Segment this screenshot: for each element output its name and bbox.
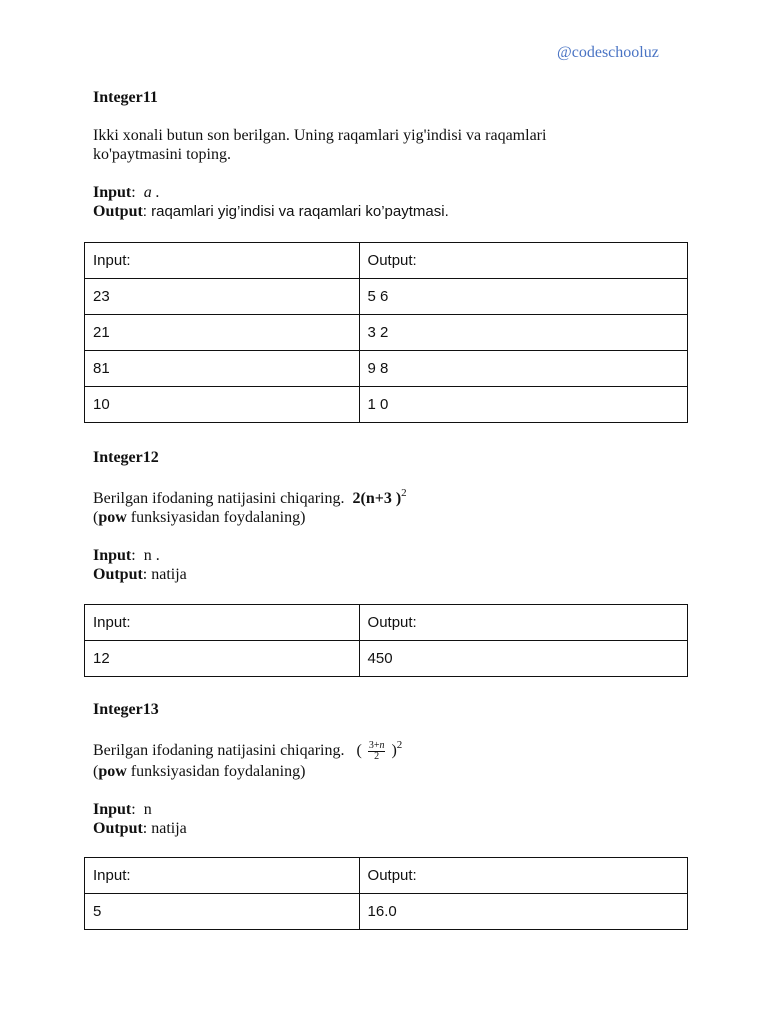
output-spec: Output: natija xyxy=(93,566,187,583)
table-header-row: Input: Output: xyxy=(85,858,688,894)
input-spec: Input: n xyxy=(93,801,152,818)
problem-description: Berilgan ifodaning natijasini chiqaring. 2(n+3 )$^2$ xyxy=(93,487,407,507)
table-row: 21 3 2 xyxy=(85,315,688,351)
table-header-row: Input: Output: xyxy=(85,605,688,641)
hint: (pow funksiyasidan foydalaning) xyxy=(93,763,306,780)
table-row: 23 5 6 xyxy=(85,279,688,315)
output-spec: Output: raqamlari yig’indisi va raqamlari ko’paytmasi. xyxy=(93,203,449,220)
table-row: 5 16.0 xyxy=(85,894,688,930)
problem-integer13 xyxy=(93,700,693,838)
fraction: $\frac{3+n}{2}$ xyxy=(368,740,385,762)
input-spec: Input: a . xyxy=(93,184,160,201)
table-row: 81 9 8 xyxy=(85,351,688,387)
input-spec: Input: n . xyxy=(93,547,160,564)
problem-description: Berilgan ifodaning natijasini chiqaring. ( $\frac{3+n}{2}$ )$^2$ xyxy=(93,739,403,762)
examples-table-integer13 xyxy=(84,857,688,930)
author-handle[interactable]: @codeschooluz xyxy=(557,44,659,61)
hint: (pow funksiyasidan foydalaning) xyxy=(93,509,306,526)
examples-table-integer12 xyxy=(84,604,688,677)
math-expression: ( $\frac{3+n}{2}$ )$^2$ xyxy=(356,739,403,762)
problem-title: Integer12 xyxy=(93,449,159,466)
examples-table-integer11 xyxy=(84,242,688,423)
output-spec: Output: natija xyxy=(93,820,187,837)
math-expression: 2(n+3 ) xyxy=(352,490,402,507)
problem-integer11 xyxy=(93,88,693,221)
problem-title: Integer11 xyxy=(93,89,158,106)
table-row: 12 450 xyxy=(85,641,688,677)
problem-integer12 xyxy=(93,448,693,584)
table-header-row: Input: Output: xyxy=(85,243,688,279)
problem-title: Integer13 xyxy=(93,701,159,718)
problem-description: Ikki xonali butun son berilgan. Uning raqamlari yig'indisi va raqamlari ko'paytmasini toping. xyxy=(93,127,547,163)
table-row: 10 1 0 xyxy=(85,387,688,423)
